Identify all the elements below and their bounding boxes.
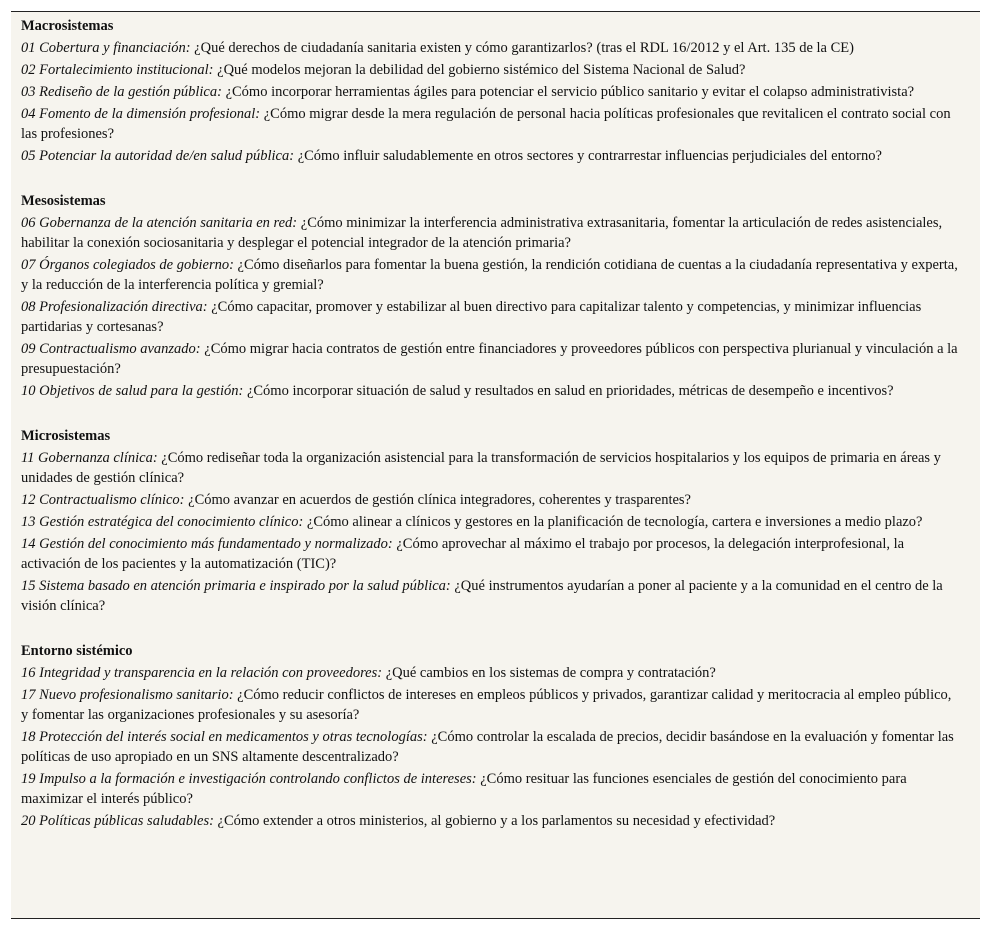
item-question: ¿Cómo capacitar, promover y estabilizar al buen directivo para capitalizar talento y competencias, y minimizar influencias partidarias y cortesanas? xyxy=(21,299,922,335)
item-title: 15 Sistema basado en atención primaria e inspirado por la salud pública: xyxy=(21,578,451,594)
item-title: 18 Protección del interés social en medicamentos y otras tecnologías: xyxy=(21,729,428,745)
item-question: ¿Cómo extender a otros ministerios, al gobierno y a los parlamentos su necesidad y efectividad? xyxy=(217,813,776,829)
item-title: 03 Rediseño de la gestión pública: xyxy=(21,84,222,100)
list-item xyxy=(21,297,962,337)
item-title: 04 Fomento de la dimensión profesional: xyxy=(21,106,261,122)
item-question: ¿Cómo incorporar situación de salud y resultados en salud en prioridades, métricas de desempeño e incentivos? xyxy=(246,383,894,399)
list-item xyxy=(21,82,962,102)
section-mesosistemas xyxy=(21,190,962,401)
item-question: ¿Cómo migrar hacia contratos de gestión entre financiadores y proveedores públicos con perspectiva plurianual y vinculación a la presupuestación? xyxy=(21,341,958,377)
list-item xyxy=(21,490,962,510)
item-title: 05 Potenciar la autoridad de/en salud pública: xyxy=(21,148,295,164)
item-question: ¿Cómo alinear a clínicos y gestores en la planificación de tecnología, cartera e inversiones a medio plazo? xyxy=(306,514,923,530)
item-question: ¿Cómo resituar las funciones esenciales de gestión del conocimiento para maximizar el interés público? xyxy=(21,771,907,807)
item-question: ¿Cómo aprovechar al máximo el trabajo por procesos, la delegación interprofesional, la activación de los pacientes y la automatización (TIC)? xyxy=(21,536,905,572)
item-title: 20 Políticas públicas saludables: xyxy=(21,813,214,829)
item-title: 16 Integridad y transparencia en la relación con proveedores: xyxy=(21,665,383,681)
list-item xyxy=(21,663,962,683)
item-title: 10 Objetivos de salud para la gestión: xyxy=(21,383,244,399)
list-item xyxy=(21,811,962,831)
section-heading: Macrosistemas xyxy=(21,18,114,34)
list-item xyxy=(21,381,962,401)
item-title: 14 Gestión del conocimiento más fundamentado y normalizado: xyxy=(21,536,393,552)
item-question: ¿Cómo diseñarlos para fomentar la buena gestión, la rendición cotidiana de cuentas a la ciudadanía representativa y experta, y la reducción de la interferencia política y gremial? xyxy=(21,257,958,293)
list-item xyxy=(21,104,962,144)
list-item xyxy=(21,534,962,574)
section-entorno-sistemico xyxy=(21,640,962,831)
section-heading: Mesosistemas xyxy=(21,193,106,209)
list-item xyxy=(21,38,962,58)
item-title: 19 Impulso a la formación e investigación controlando conflictos de intereses: xyxy=(21,771,477,787)
item-question: ¿Cómo incorporar herramientas ágiles para potenciar el servicio público sanitario y evitar el colapso administrativista? xyxy=(225,84,915,100)
item-question: ¿Cómo avanzar en acuerdos de gestión clínica integradores, coherentes y trasparentes? xyxy=(188,492,691,508)
list-item xyxy=(21,213,962,253)
list-item xyxy=(21,685,962,725)
item-question: ¿Cómo migrar desde la mera regulación de personal hacia políticas profesionales que revitalicen el contrato social con las profesiones? xyxy=(21,106,951,142)
list-item xyxy=(21,339,962,379)
list-item xyxy=(21,255,962,295)
item-question: ¿Qué derechos de ciudadanía sanitaria existen y cómo garantizarlos? (tras el RDL 16/2012 y el Art. 135 de la CE) xyxy=(194,40,854,56)
section-heading: Entorno sistémico xyxy=(21,643,133,659)
list-item xyxy=(21,60,962,80)
list-item xyxy=(21,448,962,488)
item-title: 08 Profesionalización directiva: xyxy=(21,299,208,315)
item-question: ¿Cómo rediseñar toda la organización asistencial para la transformación de servicios hospitalarios y los equipos de primaria en áreas y unidades de gestión clínica? xyxy=(21,450,941,486)
section-heading: Microsistemas xyxy=(21,428,111,444)
list-item xyxy=(21,576,962,616)
item-question: ¿Cómo controlar la escalada de precios, decidir basándose en la evaluación y fomentar las políticas de uso apropiado en un SNS altamente descentralizado? xyxy=(21,729,954,765)
item-title: 01 Cobertura y financiación: xyxy=(21,40,191,56)
item-title: 11 Gobernanza clínica: xyxy=(21,450,158,466)
table-content xyxy=(21,15,962,831)
item-title: 06 Gobernanza de la atención sanitaria en red: xyxy=(21,215,298,231)
section-macrosistemas xyxy=(21,15,962,166)
list-item xyxy=(21,146,962,166)
item-title: 13 Gestión estratégica del conocimiento clínico: xyxy=(21,514,304,530)
item-title: 07 Órganos colegiados de gobierno: xyxy=(21,257,234,273)
list-item xyxy=(21,727,962,767)
item-title: 09 Contractualismo avanzado: xyxy=(21,341,201,357)
item-question: ¿Cómo minimizar la interferencia administrativa extrasanitaria, fomentar la articulación de redes asistenciales, habilitar la conexión sociosanitaria y desplegar el potencial integrador de la atención primaria? xyxy=(21,215,943,251)
policy-table xyxy=(11,11,980,919)
item-title: 17 Nuevo profesionalismo sanitario: xyxy=(21,687,234,703)
item-question: ¿Qué instrumentos ayudarían a poner al paciente y a la comunidad en el centro de la visión clínica? xyxy=(21,578,943,614)
list-item xyxy=(21,512,962,532)
item-question: ¿Qué cambios en los sistemas de compra y contratación? xyxy=(385,665,716,681)
section-microsistemas xyxy=(21,425,962,616)
item-question: ¿Qué modelos mejoran la debilidad del gobierno sistémico del Sistema Nacional de Salud? xyxy=(217,62,746,78)
item-title: 12 Contractualismo clínico: xyxy=(21,492,185,508)
list-item xyxy=(21,769,962,809)
item-title: 02 Fortalecimiento institucional: xyxy=(21,62,214,78)
item-question: ¿Cómo reducir conflictos de intereses en empleos públicos y privados, garantizar calidad y meritocracia al empleo público, y fomentar las organizaciones profesionales y su asesoría? xyxy=(21,687,952,723)
item-question: ¿Cómo influir saludablemente en otros sectores y contrarrestar influencias perjudiciales del entorno? xyxy=(297,148,882,164)
